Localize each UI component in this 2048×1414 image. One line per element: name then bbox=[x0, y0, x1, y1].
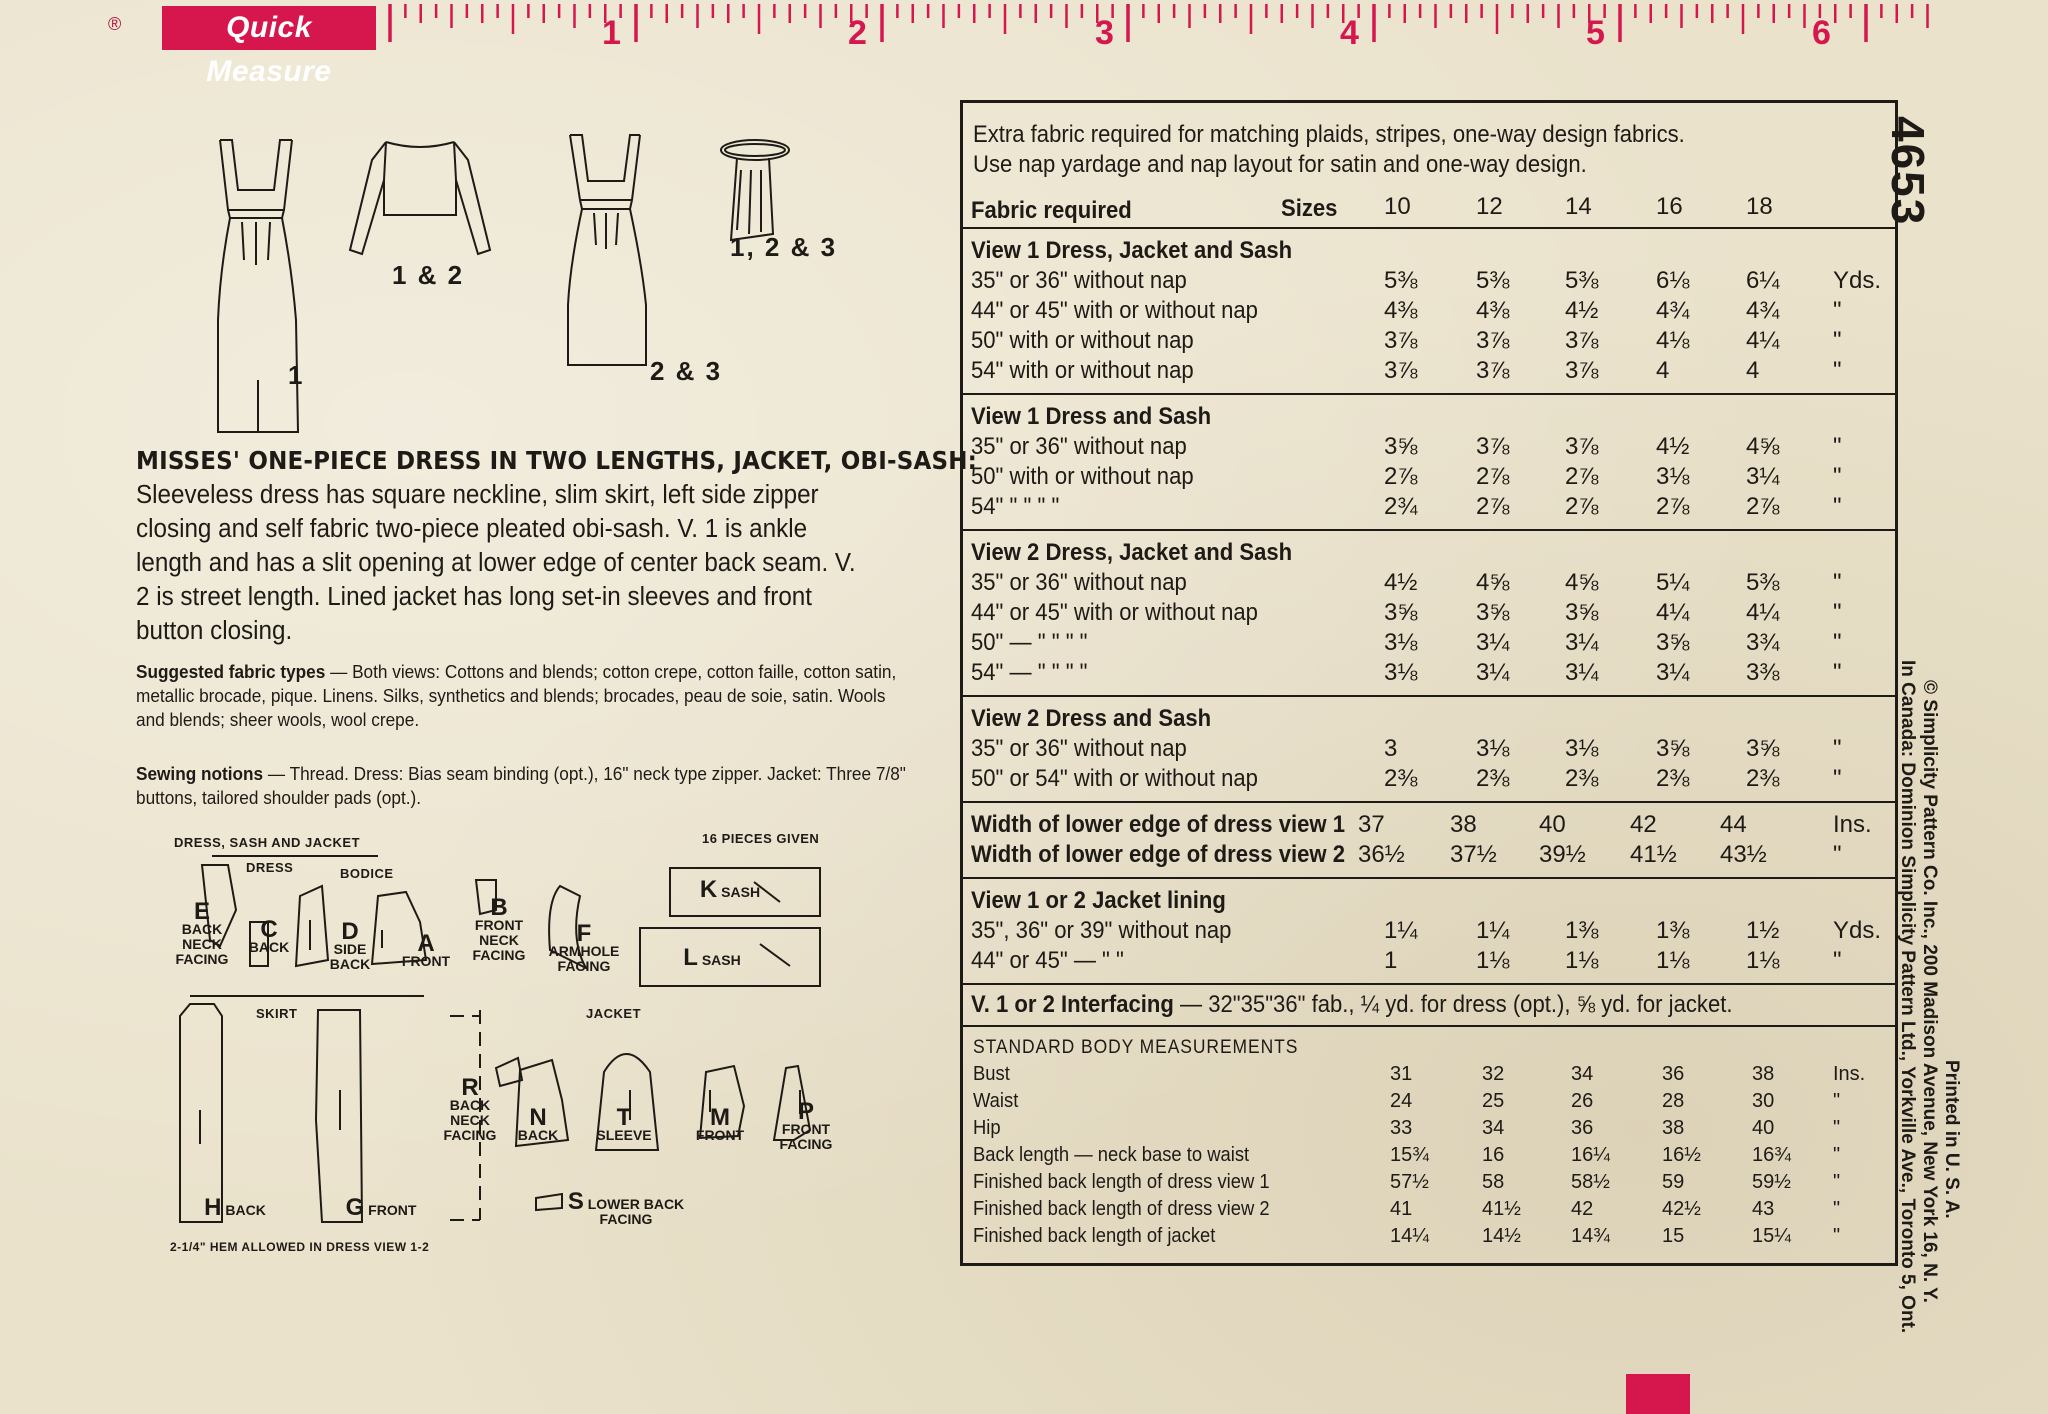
chart-unit: " bbox=[1833, 1171, 1841, 1193]
chart-value: 1⅜ bbox=[1656, 917, 1690, 944]
chart-value: 1⅛ bbox=[1656, 947, 1690, 974]
chart-unit: " bbox=[1833, 1198, 1841, 1220]
chart-value: 2⅞ bbox=[1476, 493, 1510, 520]
chart-unit: Ins. bbox=[1833, 1063, 1866, 1085]
chart-value: 3⅛ bbox=[1565, 735, 1599, 762]
fabric-types-label: Suggested fabric types bbox=[136, 661, 326, 682]
chart-value: 3⅞ bbox=[1476, 357, 1510, 384]
chart-value: 59 bbox=[1662, 1171, 1685, 1193]
side-credit-copyright: © Simplicity Pattern Co. Inc., 200 Madison Avenue, New York 16, N. Y. bbox=[1919, 680, 1940, 1303]
chart-value: 1⅛ bbox=[1476, 947, 1510, 974]
piece-name: BACK bbox=[225, 1202, 266, 1218]
chart-value: 3¼ bbox=[1565, 659, 1599, 686]
piece-letter: A bbox=[417, 930, 435, 957]
chart-row-label: 35" or 36" without nap bbox=[971, 569, 1187, 596]
chart-value: 4¾ bbox=[1746, 297, 1780, 324]
piece-k bbox=[690, 876, 770, 903]
chart-value: 15¾ bbox=[1390, 1144, 1429, 1166]
ruler-number: 5 bbox=[1586, 14, 1605, 52]
chart-unit: " bbox=[1833, 1117, 1841, 1139]
chart-value: 14¼ bbox=[1390, 1225, 1429, 1247]
chart-value: 5⅜ bbox=[1476, 267, 1510, 294]
chart-value: 1⅛ bbox=[1746, 947, 1780, 974]
chart-value: 5¼ bbox=[1656, 569, 1690, 596]
interfacing-label: V. 1 or 2 Interfacing bbox=[971, 991, 1174, 1018]
chart-row-label: 50" — " " " " bbox=[971, 629, 1088, 656]
piece-letter: R bbox=[461, 1074, 479, 1101]
chart-value: 1⅛ bbox=[1565, 947, 1599, 974]
piece-name: FRONT NECK FACING bbox=[472, 917, 526, 963]
chart-value: 44 bbox=[1720, 811, 1747, 838]
chart-unit: " bbox=[1833, 947, 1842, 974]
chart-row-label: 35" or 36" without nap bbox=[971, 433, 1187, 460]
chart-value: 4¼ bbox=[1746, 599, 1780, 626]
sewing-notions-label: Sewing notions bbox=[136, 763, 264, 784]
piece-letter: M bbox=[710, 1104, 730, 1131]
chart-value: 5⅜ bbox=[1565, 267, 1599, 294]
chart-row-label: 44" or 45" — " " bbox=[971, 947, 1124, 974]
piece-l bbox=[672, 944, 752, 971]
body-measurements-heading: STANDARD BODY MEASUREMENTS bbox=[973, 1037, 1299, 1058]
chart-value: 3⅛ bbox=[1384, 629, 1418, 656]
sewing-notions bbox=[136, 762, 917, 810]
pieces-header: DRESS, SASH AND JACKET bbox=[174, 835, 361, 850]
piece-n bbox=[510, 1104, 566, 1143]
size-header: 16 bbox=[1656, 193, 1683, 220]
chart-unit: " bbox=[1833, 659, 1842, 686]
chart-value: 3⅞ bbox=[1565, 433, 1599, 460]
size-header: 14 bbox=[1565, 193, 1592, 220]
yardage-chart bbox=[960, 100, 1898, 1266]
chart-unit: " bbox=[1833, 735, 1842, 762]
chart-unit: " bbox=[1833, 327, 1842, 354]
chart-unit: " bbox=[1833, 1144, 1841, 1166]
piece-name: BACK bbox=[248, 939, 290, 955]
piece-c bbox=[244, 916, 294, 955]
chart-rule bbox=[963, 393, 1895, 395]
chart-row-label: 35" or 36" without nap bbox=[971, 735, 1187, 762]
view-label-2-3: 2 & 3 bbox=[650, 356, 723, 386]
sizes-label: Sizes bbox=[1281, 195, 1338, 222]
interfacing-row bbox=[971, 991, 1732, 1019]
chart-value: 41½ bbox=[1630, 841, 1677, 868]
chart-value: 4⅛ bbox=[1656, 327, 1690, 354]
chart-rule bbox=[963, 801, 1895, 803]
chart-value: 38 bbox=[1752, 1063, 1775, 1085]
chart-value: 2⅞ bbox=[1565, 463, 1599, 490]
chart-value: 42 bbox=[1571, 1198, 1594, 1220]
chart-rule bbox=[963, 529, 1895, 531]
chart-value: 1 bbox=[1384, 947, 1398, 974]
view-label-1-2-3: 1, 2 & 3 bbox=[730, 232, 838, 262]
body-row-label: Finished back length of dress view 2 bbox=[973, 1198, 1270, 1220]
chart-value: 3⅞ bbox=[1565, 357, 1599, 384]
chart-value: 6⅛ bbox=[1656, 267, 1690, 294]
chart-value: 4¼ bbox=[1656, 599, 1690, 626]
chart-value: 3⅝ bbox=[1746, 735, 1780, 762]
side-credit-canada: In Canada: Dominion Simplicity Pattern Ltd., Yorkville Ave., Toronto 5, Ont. bbox=[1897, 660, 1918, 1334]
piece-name: SLEEVE bbox=[596, 1127, 652, 1143]
chart-value: 3⅛ bbox=[1384, 659, 1418, 686]
chart-row-label: 44" or 45" with or without nap bbox=[971, 599, 1258, 626]
piece-letter: P bbox=[797, 1098, 814, 1125]
chart-unit: " bbox=[1833, 1225, 1841, 1247]
chart-unit: Yds. bbox=[1833, 267, 1882, 294]
chart-value: 4⅜ bbox=[1384, 297, 1418, 324]
chart-unit: " bbox=[1833, 297, 1842, 324]
chart-row-label: 50" with or without nap bbox=[971, 327, 1194, 354]
section-heading: View 2 Dress, Jacket and Sash bbox=[971, 539, 1293, 566]
piece-f bbox=[544, 920, 624, 974]
chart-unit: " bbox=[1833, 463, 1842, 490]
piece-name: BACK bbox=[517, 1127, 559, 1143]
chart-value: 2⅜ bbox=[1476, 765, 1510, 792]
fabric-required-label: Fabric required bbox=[971, 197, 1132, 224]
chart-row-label: 54" — " " " " bbox=[971, 659, 1088, 686]
color-tab bbox=[1626, 1374, 1690, 1414]
chart-row-label: 44" or 45" with or without nap bbox=[971, 297, 1258, 324]
chart-value: 16 bbox=[1482, 1144, 1505, 1166]
chart-unit: Ins. bbox=[1833, 811, 1872, 838]
chart-unit: " bbox=[1833, 357, 1842, 384]
chart-rule bbox=[963, 983, 1895, 985]
piece-name: LOWER BACK FACING bbox=[587, 1196, 685, 1227]
chart-value: 2⅜ bbox=[1565, 765, 1599, 792]
chart-row-label: 54" with or without nap bbox=[971, 357, 1194, 384]
pieces-count: 16 PIECES GIVEN bbox=[702, 831, 820, 846]
piece-a bbox=[396, 930, 456, 969]
interfacing-text: — 32"35"36" fab., ¼ yd. for dress (opt.), ⅝ yd. for jacket. bbox=[1173, 991, 1733, 1018]
chart-value: 42½ bbox=[1662, 1198, 1701, 1220]
section-heading: View 1 Dress, Jacket and Sash bbox=[971, 237, 1293, 264]
chart-row-label: 50" or 54" with or without nap bbox=[971, 765, 1258, 792]
chart-value: 3¼ bbox=[1565, 629, 1599, 656]
chart-value: 2⅜ bbox=[1746, 765, 1780, 792]
fabric-types-text: — Both views: Cottons and blends; cotton crepe, cotton faille, cotton satin, metallic brocade, pique. Linens. Silks, synthetics and blends; brocades, peau de soie, satin. Wools and blends; sheer wools, wool crepe. bbox=[136, 661, 897, 730]
chart-value: 3⅝ bbox=[1656, 735, 1690, 762]
piece-s bbox=[566, 1188, 686, 1227]
piece-name: SIDE BACK bbox=[329, 941, 371, 972]
chart-value: 3⅝ bbox=[1656, 629, 1690, 656]
chart-value: 34 bbox=[1571, 1063, 1594, 1085]
pattern-number: 4653 bbox=[1882, 116, 1934, 227]
chart-value: 36 bbox=[1571, 1117, 1594, 1139]
registered-mark: ® bbox=[108, 14, 122, 34]
chart-value: 2¾ bbox=[1384, 493, 1418, 520]
piece-name: FRONT bbox=[695, 1127, 745, 1143]
piece-name: SASH bbox=[701, 952, 741, 968]
size-header: 12 bbox=[1476, 193, 1503, 220]
chart-value: 3⅞ bbox=[1565, 327, 1599, 354]
chart-value: 1¼ bbox=[1476, 917, 1510, 944]
section-heading: View 1 or 2 Jacket lining bbox=[971, 887, 1226, 914]
jacket-sketch bbox=[340, 130, 500, 270]
piece-letter: F bbox=[576, 920, 592, 947]
piece-d bbox=[326, 918, 374, 972]
chart-value: 25 bbox=[1482, 1090, 1505, 1112]
ruler-number: 3 bbox=[1095, 14, 1114, 52]
chart-value: 16¼ bbox=[1571, 1144, 1610, 1166]
piece-name: FRONT FACING bbox=[779, 1121, 833, 1152]
pattern-title: MISSES' ONE-PIECE DRESS IN TWO LENGTHS, JACKET, OBI-SASH: bbox=[136, 446, 978, 475]
chart-value: 15 bbox=[1662, 1225, 1685, 1247]
chart-value: 16¾ bbox=[1752, 1144, 1791, 1166]
size-header: 10 bbox=[1384, 193, 1411, 220]
chart-value: 37½ bbox=[1450, 841, 1497, 868]
chart-value: 41½ bbox=[1482, 1198, 1521, 1220]
piece-letter: G bbox=[345, 1194, 365, 1221]
view-label-1-2: 1 & 2 bbox=[392, 260, 465, 290]
chart-value: 34 bbox=[1482, 1117, 1505, 1139]
chart-value: 2⅞ bbox=[1384, 463, 1418, 490]
chart-value: 3⅞ bbox=[1384, 327, 1418, 354]
chart-row-label: 50" with or without nap bbox=[971, 463, 1194, 490]
chart-value: 24 bbox=[1390, 1090, 1413, 1112]
piece-g bbox=[326, 1194, 436, 1221]
chart-value: 16½ bbox=[1662, 1144, 1701, 1166]
piece-name: FRONT bbox=[401, 953, 451, 969]
ruler-number: 1 bbox=[602, 14, 621, 52]
pieces-group-dress: DRESS bbox=[246, 860, 294, 875]
piece-letter: E bbox=[193, 898, 210, 925]
chart-value: 26 bbox=[1571, 1090, 1594, 1112]
piece-letter: B bbox=[490, 894, 508, 921]
chart-row-label: 54" " " " " bbox=[971, 493, 1060, 520]
width-row-label: Width of lower edge of dress view 2 bbox=[971, 841, 1346, 868]
chart-rule bbox=[963, 695, 1895, 697]
chart-unit: " bbox=[1833, 841, 1842, 868]
chart-value: 3⅝ bbox=[1476, 599, 1510, 626]
piece-letter: N bbox=[529, 1104, 547, 1131]
side-printed: Printed in U. S. A. bbox=[1941, 1060, 1962, 1219]
chart-value: 4½ bbox=[1384, 569, 1418, 596]
chart-value: 1½ bbox=[1746, 917, 1780, 944]
body-row-label: Hip bbox=[973, 1117, 1001, 1139]
chart-value: 3¼ bbox=[1476, 659, 1510, 686]
chart-rule bbox=[963, 1025, 1895, 1027]
body-row-label: Waist bbox=[973, 1090, 1019, 1112]
chart-row-label: 35" or 36" without nap bbox=[971, 267, 1187, 294]
chart-value: 4⅝ bbox=[1476, 569, 1510, 596]
chart-value: 15¼ bbox=[1752, 1225, 1791, 1247]
piece-letter: S bbox=[567, 1188, 584, 1215]
chart-value: 40 bbox=[1752, 1117, 1775, 1139]
dress-long-sketch bbox=[180, 130, 340, 440]
piece-letter: H bbox=[204, 1194, 222, 1221]
chart-unit: Yds. bbox=[1833, 917, 1882, 944]
ruler-number: 6 bbox=[1812, 14, 1831, 52]
chart-value: 33 bbox=[1390, 1117, 1413, 1139]
chart-value: 5⅜ bbox=[1384, 267, 1418, 294]
chart-value: 41 bbox=[1390, 1198, 1413, 1220]
chart-value: 2⅞ bbox=[1476, 463, 1510, 490]
chart-value: 36 bbox=[1662, 1063, 1685, 1085]
body-row-label: Finished back length of jacket bbox=[973, 1225, 1216, 1247]
chart-value: 37 bbox=[1358, 811, 1385, 838]
hem-note: 2-1/4" HEM ALLOWED IN DRESS VIEW 1-2 bbox=[170, 1240, 430, 1254]
chart-value: 3⅝ bbox=[1565, 599, 1599, 626]
chart-value: 4½ bbox=[1656, 433, 1690, 460]
piece-letter: L bbox=[683, 944, 698, 971]
section-heading: View 2 Dress and Sash bbox=[971, 705, 1212, 732]
chart-value: 3⅝ bbox=[1384, 433, 1418, 460]
chart-value: 3⅞ bbox=[1476, 327, 1510, 354]
chart-value: 58½ bbox=[1571, 1171, 1610, 1193]
pattern-description: Sleeveless dress has square neckline, slim skirt, left side zipper closing and self fabric two-piece pleated obi-sash. V. 1 is ankle length and has a slit opening at lower edge of center back seam. V. 2 is street length. Lined jacket has long set-in sleeves and front button closing. bbox=[136, 481, 856, 645]
piece-letter: C bbox=[260, 916, 278, 943]
chart-value: 4⅝ bbox=[1565, 569, 1599, 596]
chart-rule bbox=[963, 877, 1895, 879]
chart-value: 58 bbox=[1482, 1171, 1505, 1193]
chart-value: 14¾ bbox=[1571, 1225, 1610, 1247]
body-row-label: Finished back length of dress view 1 bbox=[973, 1171, 1270, 1193]
chart-value: 3¼ bbox=[1476, 629, 1510, 656]
chart-value: 4 bbox=[1746, 357, 1760, 384]
chart-unit: " bbox=[1833, 433, 1842, 460]
chart-value: 40 bbox=[1539, 811, 1566, 838]
chart-rule bbox=[963, 227, 1895, 229]
body-row-label: Back length — neck base to waist bbox=[973, 1144, 1250, 1166]
chart-value: 3¼ bbox=[1656, 659, 1690, 686]
piece-letter: K bbox=[699, 876, 718, 903]
quick-measure-ruler bbox=[0, 0, 2048, 88]
chart-value: 32 bbox=[1482, 1063, 1505, 1085]
ruler-number: 4 bbox=[1340, 14, 1359, 52]
chart-value: 3⅛ bbox=[1476, 735, 1510, 762]
chart-value: 43½ bbox=[1720, 841, 1767, 868]
chart-note: Use nap yardage and nap layout for satin and one-way design. bbox=[973, 151, 1587, 178]
chart-value: 39½ bbox=[1539, 841, 1586, 868]
chart-value: 4⅝ bbox=[1746, 433, 1780, 460]
chart-note: Extra fabric required for matching plaids, stripes, one-way design fabrics. bbox=[973, 121, 1685, 148]
ruler-number: 2 bbox=[848, 14, 867, 52]
chart-unit: " bbox=[1833, 629, 1842, 656]
width-row-label: Width of lower edge of dress view 1 bbox=[971, 811, 1346, 838]
chart-value: 3⅞ bbox=[1476, 433, 1510, 460]
chart-value: 2⅞ bbox=[1746, 493, 1780, 520]
pieces-group-skirt: SKIRT bbox=[256, 1006, 298, 1021]
chart-unit: " bbox=[1833, 1090, 1841, 1112]
chart-value: 30 bbox=[1752, 1090, 1775, 1112]
chart-unit: " bbox=[1833, 569, 1842, 596]
piece-r bbox=[440, 1074, 500, 1143]
chart-value: 4¼ bbox=[1746, 327, 1780, 354]
chart-value: 2⅜ bbox=[1656, 765, 1690, 792]
chart-value: 2⅜ bbox=[1384, 765, 1418, 792]
piece-name: FRONT bbox=[368, 1202, 417, 1218]
piece-name: SASH bbox=[721, 884, 761, 900]
view-label-1: 1 bbox=[288, 360, 305, 390]
chart-value: 1⅜ bbox=[1565, 917, 1599, 944]
chart-value: 14½ bbox=[1482, 1225, 1521, 1247]
chart-value: 3⅞ bbox=[1384, 357, 1418, 384]
chart-value: 5⅜ bbox=[1746, 569, 1780, 596]
piece-m bbox=[688, 1104, 752, 1143]
chart-value: 4⅜ bbox=[1476, 297, 1510, 324]
piece-name: ARMHOLE FACING bbox=[548, 943, 620, 974]
piece-name: BACK NECK FACING bbox=[443, 1097, 497, 1143]
chart-unit: " bbox=[1833, 765, 1842, 792]
chart-value: 4 bbox=[1656, 357, 1670, 384]
piece-b bbox=[466, 894, 532, 963]
pieces-group-bodice: BODICE bbox=[340, 866, 394, 881]
chart-value: 28 bbox=[1662, 1090, 1685, 1112]
fabric-types bbox=[136, 660, 917, 732]
chart-value: 57½ bbox=[1390, 1171, 1429, 1193]
sewing-notions-text: — Thread. Dress: Bias seam binding (opt.), 16" neck type zipper. Jacket: Three 7/8" buttons, tailored shoulder pads (opt.). bbox=[136, 763, 906, 808]
chart-value: 1¼ bbox=[1384, 917, 1418, 944]
piece-letter: D bbox=[341, 918, 359, 945]
chart-value: 2⅞ bbox=[1656, 493, 1690, 520]
piece-h bbox=[190, 1194, 280, 1221]
piece-e bbox=[172, 898, 232, 967]
chart-value: 2⅞ bbox=[1565, 493, 1599, 520]
chart-unit: " bbox=[1833, 599, 1842, 626]
chart-value: 3 bbox=[1384, 735, 1398, 762]
chart-value: 31 bbox=[1390, 1063, 1413, 1085]
chart-value: 3¼ bbox=[1746, 463, 1780, 490]
chart-value: 4¾ bbox=[1656, 297, 1690, 324]
chart-value: 42 bbox=[1630, 811, 1657, 838]
chart-value: 6¼ bbox=[1746, 267, 1780, 294]
piece-letter: T bbox=[616, 1104, 632, 1131]
piece-p bbox=[774, 1098, 838, 1152]
body-row-label: Bust bbox=[973, 1063, 1010, 1085]
quick-measure-label: Quick Measure bbox=[162, 6, 376, 50]
piece-name: BACK NECK FACING bbox=[175, 921, 229, 967]
piece-t bbox=[592, 1104, 656, 1143]
chart-unit: " bbox=[1833, 493, 1842, 520]
chart-value: 38 bbox=[1662, 1117, 1685, 1139]
chart-value: 36½ bbox=[1358, 841, 1405, 868]
dress-short-sketch bbox=[550, 125, 680, 375]
chart-value: 3⅜ bbox=[1746, 659, 1780, 686]
chart-value: 3⅛ bbox=[1656, 463, 1690, 490]
pieces-group-jacket: JACKET bbox=[586, 1006, 642, 1021]
chart-row-label: 35", 36" or 39" without nap bbox=[971, 917, 1232, 944]
size-header: 18 bbox=[1746, 193, 1773, 220]
chart-value: 3¾ bbox=[1746, 629, 1780, 656]
chart-value: 59½ bbox=[1752, 1171, 1791, 1193]
chart-value: 3⅝ bbox=[1384, 599, 1418, 626]
chart-value: 38 bbox=[1450, 811, 1477, 838]
chart-value: 4½ bbox=[1565, 297, 1599, 324]
chart-value: 43 bbox=[1752, 1198, 1775, 1220]
section-heading: View 1 Dress and Sash bbox=[971, 403, 1212, 430]
